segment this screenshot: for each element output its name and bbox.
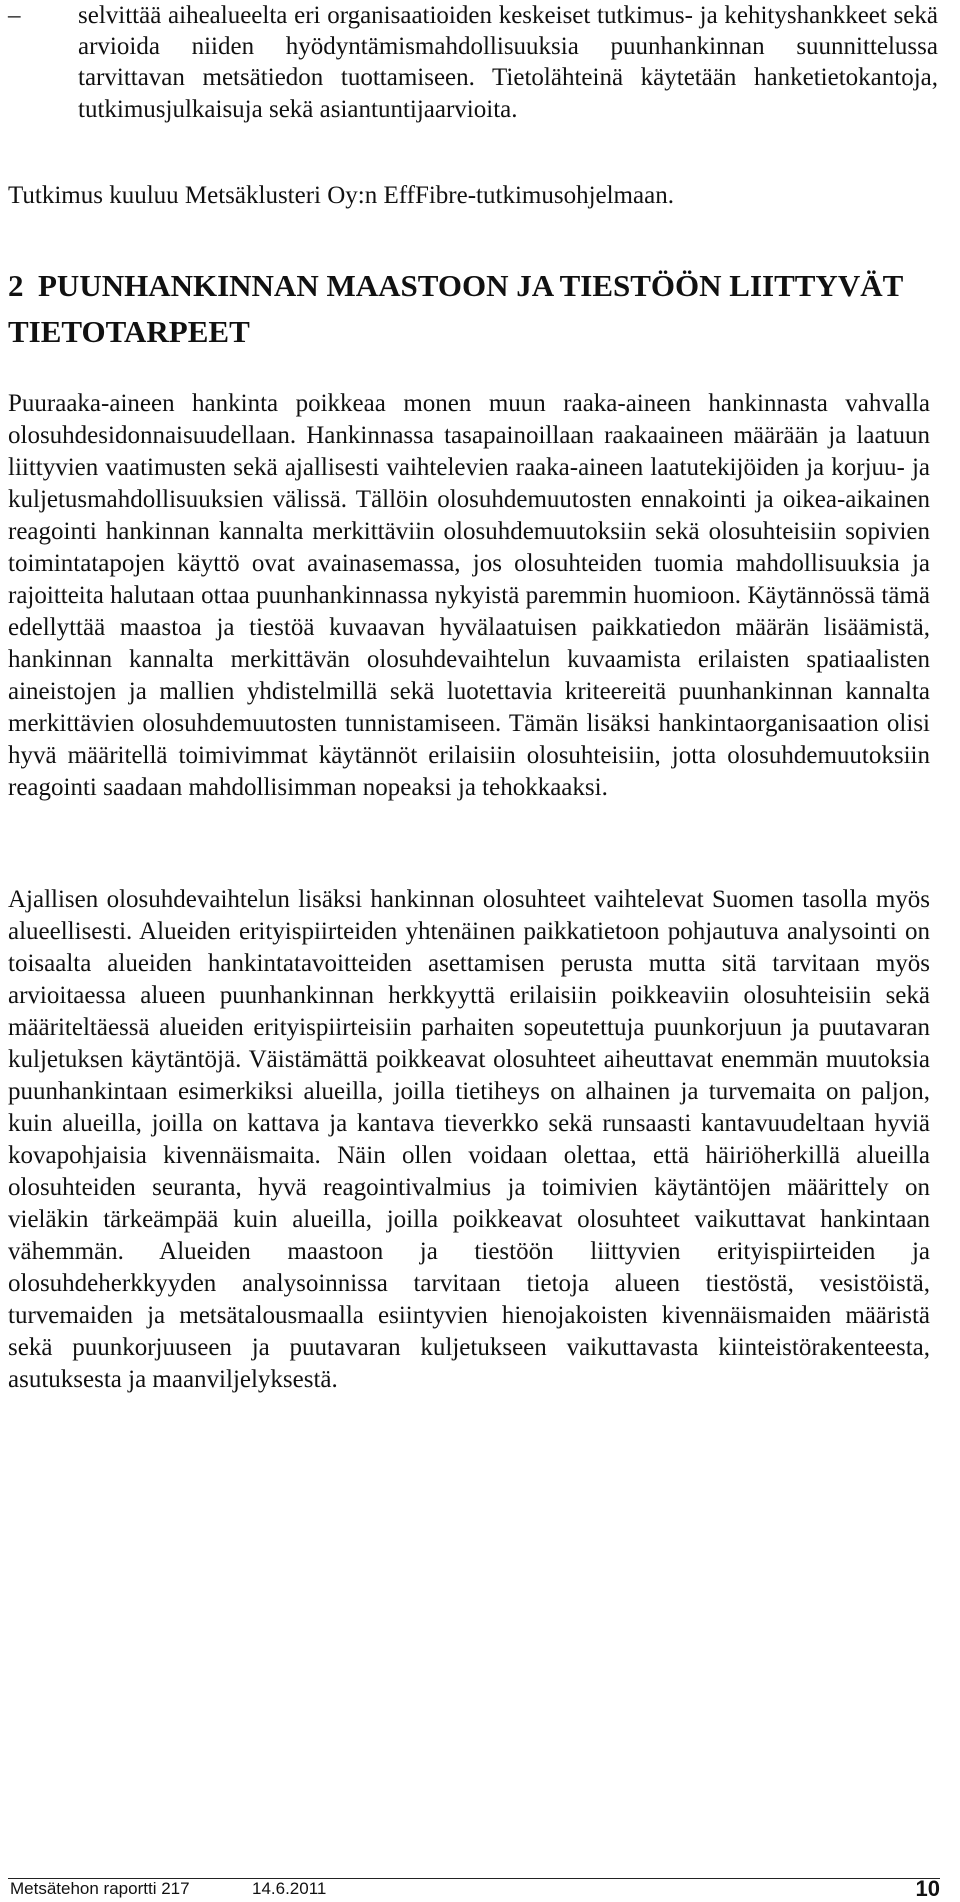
page-number: 10 (915, 1876, 940, 1901)
body-paragraph: Ajallisen olosuhdevaihtelun lisäksi hankinnan olosuhteet vaihtelevat Suomen tasolla myös alueellisesti. Alueiden erityispiirteiden yhtenäinen paikkatietoon pohjautuva analysointi on toisaalta alueiden hankintatavoitteiden asettamisen perusta mutta sitä tarvitaan myös arvioitaessa alueen puunhankinnan herkkyyttä erilaisiin poikkeaviin olosuhteisiin sekä määriteltäessä alueiden erityispiirteisiin parhaiten sopeutettuja puunkorjuun ja puutavaran kuljetuksen käytäntöjä. Väistämättä poikkeavat olosuhteet aiheuttavat enemmän muutoksia puunhankintaan esimerkiksi alueilla, joilla tietiheys on alhainen ja turvemaita on paljon, kuin alueilla, joilla on kattava ja kantava tieverkko sekä runsaasti kantavuudeltaan hyviä kovapohjaisia kivennäismaita. Näin ollen voidaan olettaa, että häiriöherkillä alueilla olosuhteiden seuranta, hyvä reagointivalmius ja toimivien käytäntöjen määrittely on vieläkin tärkeämpää kuin alueilla, joilla poikkeavat olosuhteet vaikuttavat hankintaan vähemmän. Alueiden maastoon ja tiestöön liittyvien erityispiirteiden ja olosuhdeherkkyyden analysoinnissa tarvitaan tietoja alueen tiestöstä, vesistöistä, turvemaiden ja metsätalousmaalla esiintyvien hienojakoisten kivennäismaiden määristä sekä puunkorjuuseen ja puutavaran kuljetukseen vaikuttavasta kiinteistörakenteesta, asutuksesta ja maanviljelyksestä. (8, 886, 930, 1393)
intro-paragraph: Tutkimus kuuluu Metsäklusteri Oy:n EffFibre-tutkimusohjelmaan. (8, 182, 674, 209)
footer-publication: Metsätehon raportti 217 (10, 1879, 190, 1898)
section-heading (8, 263, 938, 355)
bullet-text: selvittää aihealueelta eri organisaatioiden keskeiset tutkimus- ja kehityshankkeet sekä arvioida niiden hyödyntämismahdollisuuksia puunhankinnan suunnittelussa tarvittavan metsätiedon tuottamiseen. Tietolähteinä käytetään hanketietokantoja, tutkimusjulkaisuja sekä asiantuntijaarvioita. (78, 2, 938, 123)
section-number: 2 (8, 268, 24, 303)
section-title: PUUNHANKINNAN MAASTOON JA TIESTÖÖN LIITTYVÄT TIETOTARPEET (8, 268, 903, 349)
page-footer (8, 1876, 940, 1901)
bullet-list-item (8, 0, 938, 125)
body-paragraph: Puuraaka-aineen hankinta poikkeaa monen muun raaka-aineen hankinnasta vahvalla olosuhdesidonnaisuudellaan. Hankinnassa tasapainoillaan raakaaineen määrään ja laatuun liittyvien vaatimusten sekä ajallisesti vaihtelevien raaka-aineen laatutekijöiden ja korjuu- ja kuljetusmahdollisuuksien välissä. Tällöin olosuhdemuutosten ennakointi ja oikea-aikainen reagointi hankinnan kannalta merkittäviin olosuhdemuutoksiin sekä olosuhteisiin sopivien toimintatapojen käyttö ovat avainasemassa, jos olosuhteiden tuomia mahdollisuuksia ja rajoitteita halutaan ottaa puunhankinnassa nykyistä paremmin huomioon. Käytännössä tämä edellyttää maastoa ja tiestöä kuvaavan hyvälaatuisen paikkatiedon määrän lisäämistä, hankinnan kannalta merkittävän olosuhdevaihtelun kuvaamista erilaisten spatiaalisten aineistojen ja mallien yhdistelmillä sekä luotettavia kriteereitä puunhankinnan kannalta merkittävien olosuhdemuutosten tunnistamiseen. Tämän lisäksi hankintaorganisaation olisi hyvä määritellä toimivimmat käytännöt erilaisiin olosuhteisiin, jotta olosuhdemuutoksiin reagointi saadaan mahdollisimman nopeaksi ja tehokkaaksi. (8, 390, 930, 801)
footer-date: 14.6.2011 (252, 1879, 327, 1898)
bullet-marker: – (8, 2, 21, 29)
